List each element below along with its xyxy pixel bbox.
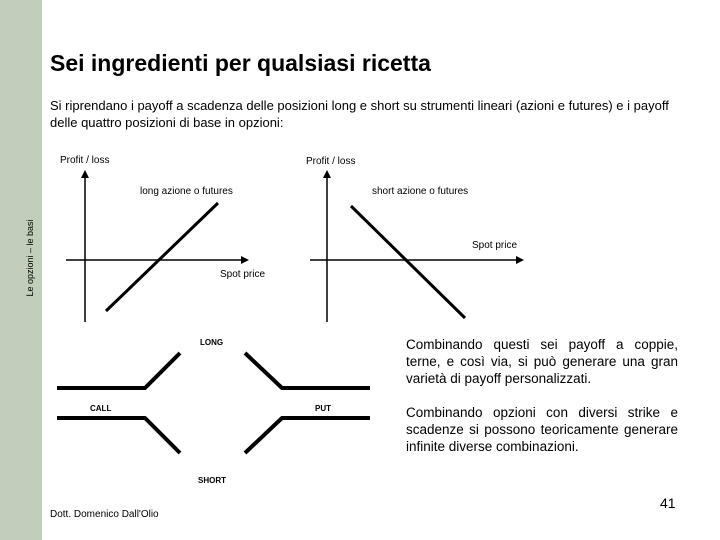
intro-text: Si riprendano i payoff a scadenza delle posizioni long e short su strumenti lineari (azioni e futures) e i payoff delle quattro posizioni di base in opzioni: xyxy=(50,98,669,130)
short-x-axis-label: Spot price xyxy=(472,240,518,251)
long-payoff-line xyxy=(106,203,218,311)
short-chart-caption: short azione o futures xyxy=(372,186,469,197)
short-payoff-line xyxy=(351,206,465,318)
page-number: 41 xyxy=(660,495,676,511)
long-x-axis-label: Spot price xyxy=(220,269,266,280)
long-chart-caption: long azione o futures xyxy=(140,186,233,197)
long-call-shape xyxy=(57,353,180,388)
long-put-shape xyxy=(245,353,370,388)
paragraph-strikes: Combinando opzioni con diversi strike e scadenze si possono teoricamente generare infinite diverse combinazioni. xyxy=(406,405,678,454)
footer-author: Dott. Domenico Dall'Olio xyxy=(50,509,159,520)
paragraph-combinations: Combinando questi sei payoff a coppie, terne, e così via, si può generare una gran varietà di payoff personalizzati. xyxy=(406,337,678,386)
slide-title: Sei ingredienti per qualsiasi ricetta xyxy=(50,50,431,76)
payoff-label-put: PUT xyxy=(315,404,331,413)
short-call-shape xyxy=(57,418,180,453)
long-y-axis-label: Profit / loss xyxy=(60,155,110,166)
payoff-label-short: SHORT xyxy=(198,476,226,485)
option-payoff-shapes xyxy=(57,353,370,453)
section-label: Le opzioni – le basi xyxy=(25,219,35,297)
short-put-shape xyxy=(245,418,370,453)
payoff-label-long: LONG xyxy=(200,338,224,347)
payoff-label-call: CALL xyxy=(90,404,112,413)
short-y-axis-label: Profit / loss xyxy=(306,156,356,167)
